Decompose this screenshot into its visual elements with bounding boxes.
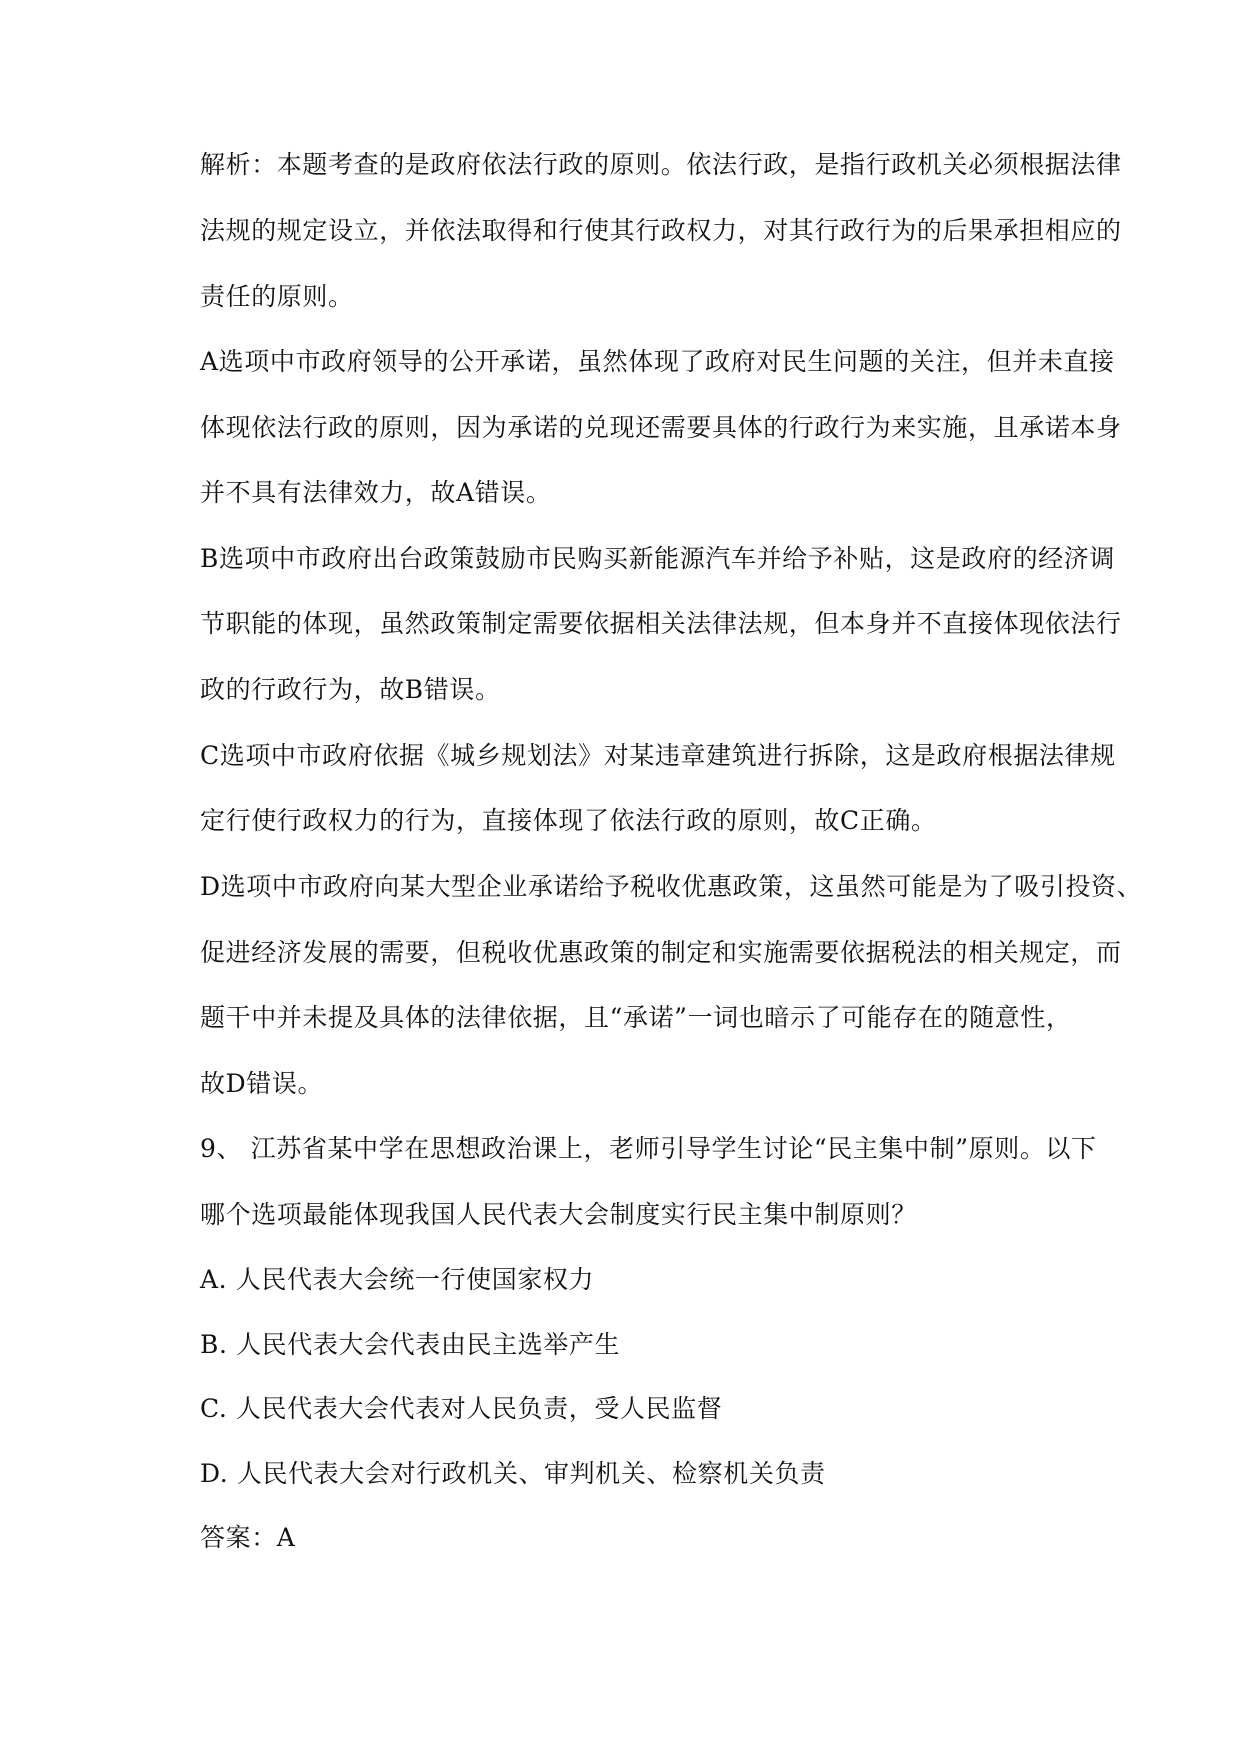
option-b-analysis-line: 政的行政行为，故B错误。	[200, 675, 501, 704]
option-d-analysis-line: 故D错误。	[200, 1069, 324, 1098]
question-9-option-c: C. 人民代表大会代表对人民负责，受人民监督	[200, 1394, 723, 1423]
question-9-option-b: B. 人民代表大会代表由民主选举产生	[200, 1330, 621, 1359]
option-a-analysis-line: 并不具有法律效力，故A错误。	[200, 478, 552, 507]
option-c-analysis-line: C选项中市政府依据《城乡规划法》对某违章建筑进行拆除，这是政府根据法律规	[200, 741, 1116, 770]
option-b-analysis-line: B选项中市政府出台政策鼓励市民购买新能源汽车并给予补贴，这是政府的经济调	[200, 544, 1115, 573]
option-b-analysis-line: 节职能的体现，虽然政策制定需要依据相关法律法规，但本身并不直接体现依法行	[200, 609, 1122, 638]
question-9-option-a: A. 人民代表大会统一行使国家权力	[200, 1265, 595, 1294]
option-c-analysis-line: 定行使行政权力的行为，直接体现了依法行政的原则，故C正确。	[200, 806, 937, 835]
analysis-line: 法规的规定设立，并依法取得和行使其行政权力，对其行政行为的后果承担相应的	[200, 216, 1122, 245]
option-d-analysis-line: 题干中并未提及具体的法律依据，且“承诺”一词也暗示了可能存在的随意性，	[200, 1003, 1072, 1032]
question-9-option-d: D. 人民代表大会对行政机关、审判机关、检察机关负责	[200, 1459, 826, 1488]
question-9-answer: 答案：A	[200, 1523, 296, 1552]
question-9-stem: 9、 江苏省某中学在思想政治课上，老师引导学生讨论“民主集中制”原则。以下	[200, 1134, 1097, 1163]
option-a-analysis-line: A选项中市政府领导的公开承诺，虽然体现了政府对民生问题的关注，但并未直接	[200, 347, 1115, 376]
option-a-analysis-line: 体现依法行政的原则，因为承诺的兑现还需要具体的行政行为来实施，且承诺本身	[200, 413, 1122, 442]
analysis-line: 解析：本题考查的是政府依法行政的原则。依法行政，是指行政机关必须根据法律	[200, 150, 1122, 179]
option-d-analysis-line: 促进经济发展的需要，但税收优惠政策的制定和实施需要依据税法的相关规定，而	[200, 938, 1122, 967]
option-d-analysis-line: D选项中市政府向某大型企业承诺给予税收优惠政策，这虽然可能是为了吸引投资、	[200, 872, 1143, 901]
question-9-stem: 哪个选项最能体现我国人民代表大会制度实行民主集中制原则？	[200, 1200, 917, 1229]
analysis-line: 责任的原则。	[200, 282, 354, 311]
